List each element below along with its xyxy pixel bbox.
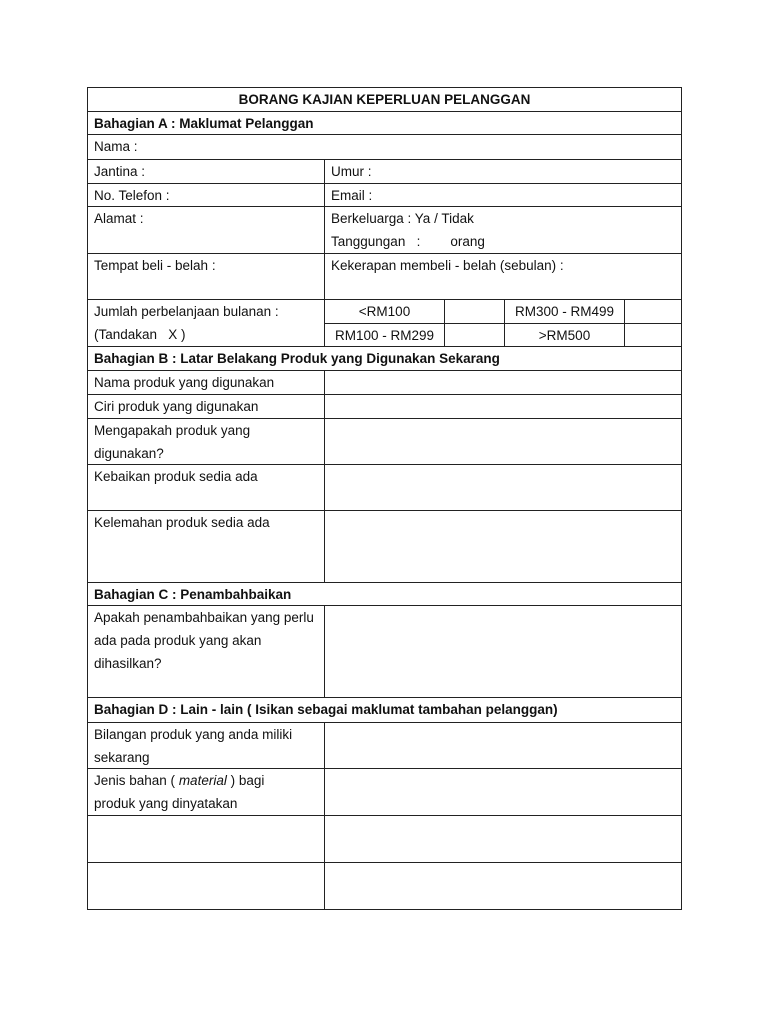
jumlah-label: Jumlah perbelanjaan bulanan :: [94, 304, 279, 319]
form-title: BORANG KAJIAN KEPERLUAN PELANGGAN: [87, 87, 682, 112]
kekerapan-field[interactable]: Kekerapan membeli - belah (sebulan) :: [324, 253, 682, 300]
checkbox-100-299[interactable]: [444, 323, 505, 347]
blank-input-2[interactable]: [324, 862, 682, 910]
tanggungan-field[interactable]: Tanggungan : orang: [331, 234, 485, 249]
berkeluarga-field[interactable]: Berkeluarga : Ya / Tidak: [331, 211, 474, 226]
alamat-field[interactable]: Alamat :: [87, 206, 325, 254]
tandakan-label: (Tandakan X ): [94, 327, 186, 342]
blank-input-1[interactable]: [324, 815, 682, 863]
email-field[interactable]: Email :: [324, 183, 682, 207]
ciri-produk-input[interactable]: [324, 394, 682, 419]
mengapakah-label: Mengapakah produk yang digunakan?: [87, 418, 325, 465]
kelemahan-label: Kelemahan produk sedia ada: [87, 510, 325, 583]
blank-label-1[interactable]: [87, 815, 325, 863]
tempat-field[interactable]: Tempat beli - belah :: [87, 253, 325, 300]
kebaikan-input[interactable]: [324, 464, 682, 511]
ciri-produk-label: Ciri produk yang digunakan: [87, 394, 325, 419]
penambahbaikan-input[interactable]: [324, 605, 682, 698]
checkbox-gt500[interactable]: [624, 323, 682, 347]
jenis-post: ) bagi produk yang dinyatakan: [94, 773, 269, 811]
jenis-bahan-input[interactable]: [324, 768, 682, 816]
section-b-header: Bahagian B : Latar Belakang Produk yang Digunakan Sekarang: [87, 346, 682, 371]
kebaikan-label: Kebaikan produk sedia ada: [87, 464, 325, 511]
section-d-header: Bahagian D : Lain - lain ( Isikan sebagai maklumat tambahan pelanggan): [87, 697, 682, 723]
option-label-300-499: RM300 - RM499: [504, 299, 625, 324]
option-label-lt100: <RM100: [324, 299, 445, 324]
bilangan-label: Bilangan produk yang anda miliki sekarang: [87, 722, 325, 769]
checkbox-lt100[interactable]: [444, 299, 505, 324]
jumlah-cell: [87, 299, 325, 347]
section-a-header: Bahagian A : Maklumat Pelanggan: [87, 111, 682, 135]
option-label-100-299: RM100 - RM299: [324, 323, 445, 347]
option-label-gt500: >RM500: [504, 323, 625, 347]
keluarga-cell: [324, 206, 682, 254]
kelemahan-input[interactable]: [324, 510, 682, 583]
jantina-field[interactable]: Jantina :: [87, 159, 325, 184]
jenis-bahan-label: [87, 768, 325, 816]
nama-produk-input[interactable]: [324, 370, 682, 395]
bilangan-input[interactable]: [324, 722, 682, 769]
mengapakah-input[interactable]: [324, 418, 682, 465]
umur-field[interactable]: Umur :: [324, 159, 682, 184]
checkbox-300-499[interactable]: [624, 299, 682, 324]
nama-field[interactable]: Nama :: [87, 134, 682, 160]
penambahbaikan-label: Apakah penambahbaikan yang perlu ada pada produk yang akan dihasilkan?: [87, 605, 325, 698]
nama-produk-label: Nama produk yang digunakan: [87, 370, 325, 395]
telefon-field[interactable]: No. Telefon :: [87, 183, 325, 207]
jenis-pre: Jenis bahan (: [94, 773, 179, 788]
section-c-header: Bahagian C : Penambahbaikan: [87, 582, 682, 606]
blank-label-2[interactable]: [87, 862, 325, 910]
jenis-italic: material: [178, 773, 227, 788]
